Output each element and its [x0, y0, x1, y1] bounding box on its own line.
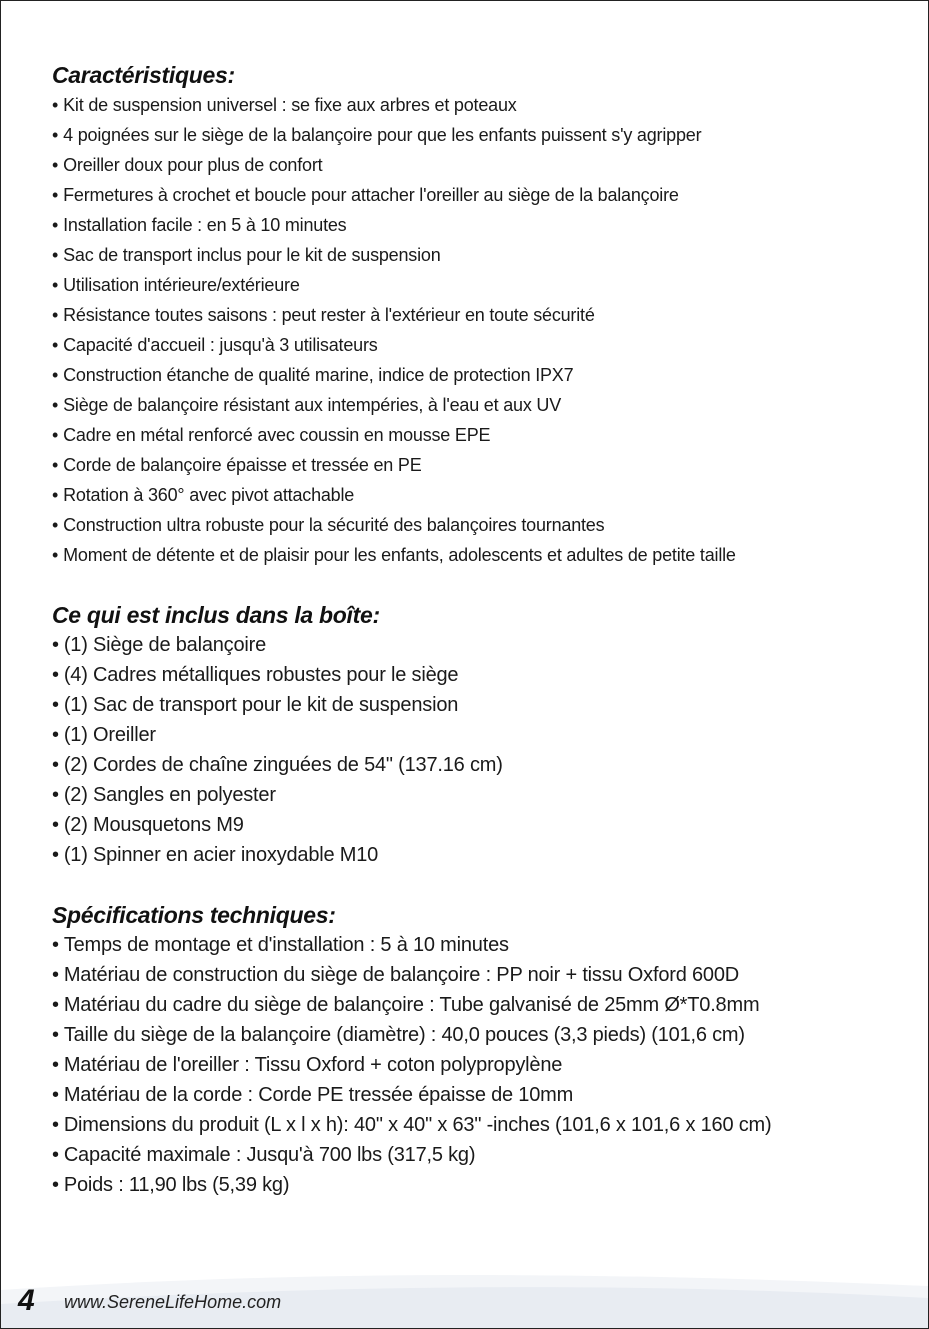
list-item: • Sac de transport inclus pour le kit de suspension [52, 245, 441, 265]
list-item: • Construction étanche de qualité marine, indice de protection IPX7 [52, 365, 574, 385]
list-item: • Matériau de l'oreiller : Tissu Oxford + coton polypropylène [52, 1054, 563, 1076]
page-number: 4 [18, 1284, 35, 1317]
list-item: • (1) Oreiller [52, 724, 156, 746]
section-gap [52, 870, 912, 900]
list-item: • Corde de balançoire épaisse et tressée en PE [52, 455, 422, 475]
list-item: • Oreiller doux pour plus de confort [52, 155, 323, 175]
list-item: • Taille du siège de la balançoire (diamètre) : 40,0 pouces (3,3 pieds) (101,6 cm) [52, 1024, 745, 1046]
list-item: • (2) Mousquetons M9 [52, 814, 244, 836]
footer-url[interactable]: www.SereneLifeHome.com [64, 1292, 282, 1312]
list-item: • Matériau de construction du siège de balançoire : PP noir + tissu Oxford 600D [52, 964, 739, 986]
list-item: • Siège de balançoire résistant aux intempéries, à l'eau et aux UV [52, 395, 562, 415]
list-item: • Poids : 11,90 lbs (5,39 kg) [52, 1174, 290, 1196]
list-item: • (2) Sangles en polyester [52, 784, 276, 806]
list-item: • Dimensions du produit (L x l x h): 40" x 40" x 63" -inches (101,6 x 101,6 x 160 cm) [52, 1114, 772, 1136]
features-list [52, 90, 912, 570]
list-item: • Cadre en métal renforcé avec coussin en mousse EPE [52, 425, 491, 445]
section-gap [52, 570, 912, 600]
list-item: • Résistance toutes saisons : peut rester à l'extérieur en toute sécurité [52, 305, 595, 325]
specs-list [52, 930, 912, 1200]
in-the-box-title: Ce qui est inclus dans la boîte: [52, 602, 380, 628]
list-item: • (2) Cordes de chaîne zinguées de 54" (137.16 cm) [52, 754, 503, 776]
list-item: • Fermetures à crochet et boucle pour attacher l'oreiller au siège de la balançoire [52, 185, 679, 205]
in-the-box-list [52, 630, 912, 870]
list-item: • (1) Spinner en acier inoxydable M10 [52, 844, 379, 866]
list-item: • (1) Sac de transport pour le kit de suspension [52, 694, 459, 716]
list-item: • Construction ultra robuste pour la sécurité des balançoires tournantes [52, 515, 605, 535]
list-item: • Rotation à 360° avec pivot attachable [52, 485, 355, 505]
list-item: • Capacité d'accueil : jusqu'à 3 utilisateurs [52, 335, 378, 355]
features-title: Caractéristiques: [52, 62, 235, 88]
specs-title: Spécifications techniques: [52, 902, 336, 928]
list-item: • Matériau de la corde : Corde PE tressée épaisse de 10mm [52, 1084, 574, 1106]
list-item: • 4 poignées sur le siège de la balançoire pour que les enfants puissent s'y agripper [52, 125, 702, 145]
list-item: • Utilisation intérieure/extérieure [52, 275, 300, 295]
list-item: • Matériau du cadre du siège de balançoire : Tube galvanisé de 25mm Ø*T0.8mm [52, 994, 760, 1016]
list-item: • (1) Siège de balançoire [52, 634, 267, 656]
list-item: • Installation facile : en 5 à 10 minutes [52, 215, 347, 235]
list-item: • Temps de montage et d'installation : 5 à 10 minutes [52, 934, 509, 956]
list-item: • Moment de détente et de plaisir pour les enfants, adolescents et adultes de petite taille [52, 545, 736, 565]
list-item: • Kit de suspension universel : se fixe aux arbres et poteaux [52, 95, 517, 115]
page-content [52, 60, 912, 1200]
list-item: • (4) Cadres métalliques robustes pour le siège [52, 664, 459, 686]
list-item: • Capacité maximale : Jusqu'à 700 lbs (317,5 kg) [52, 1144, 476, 1166]
